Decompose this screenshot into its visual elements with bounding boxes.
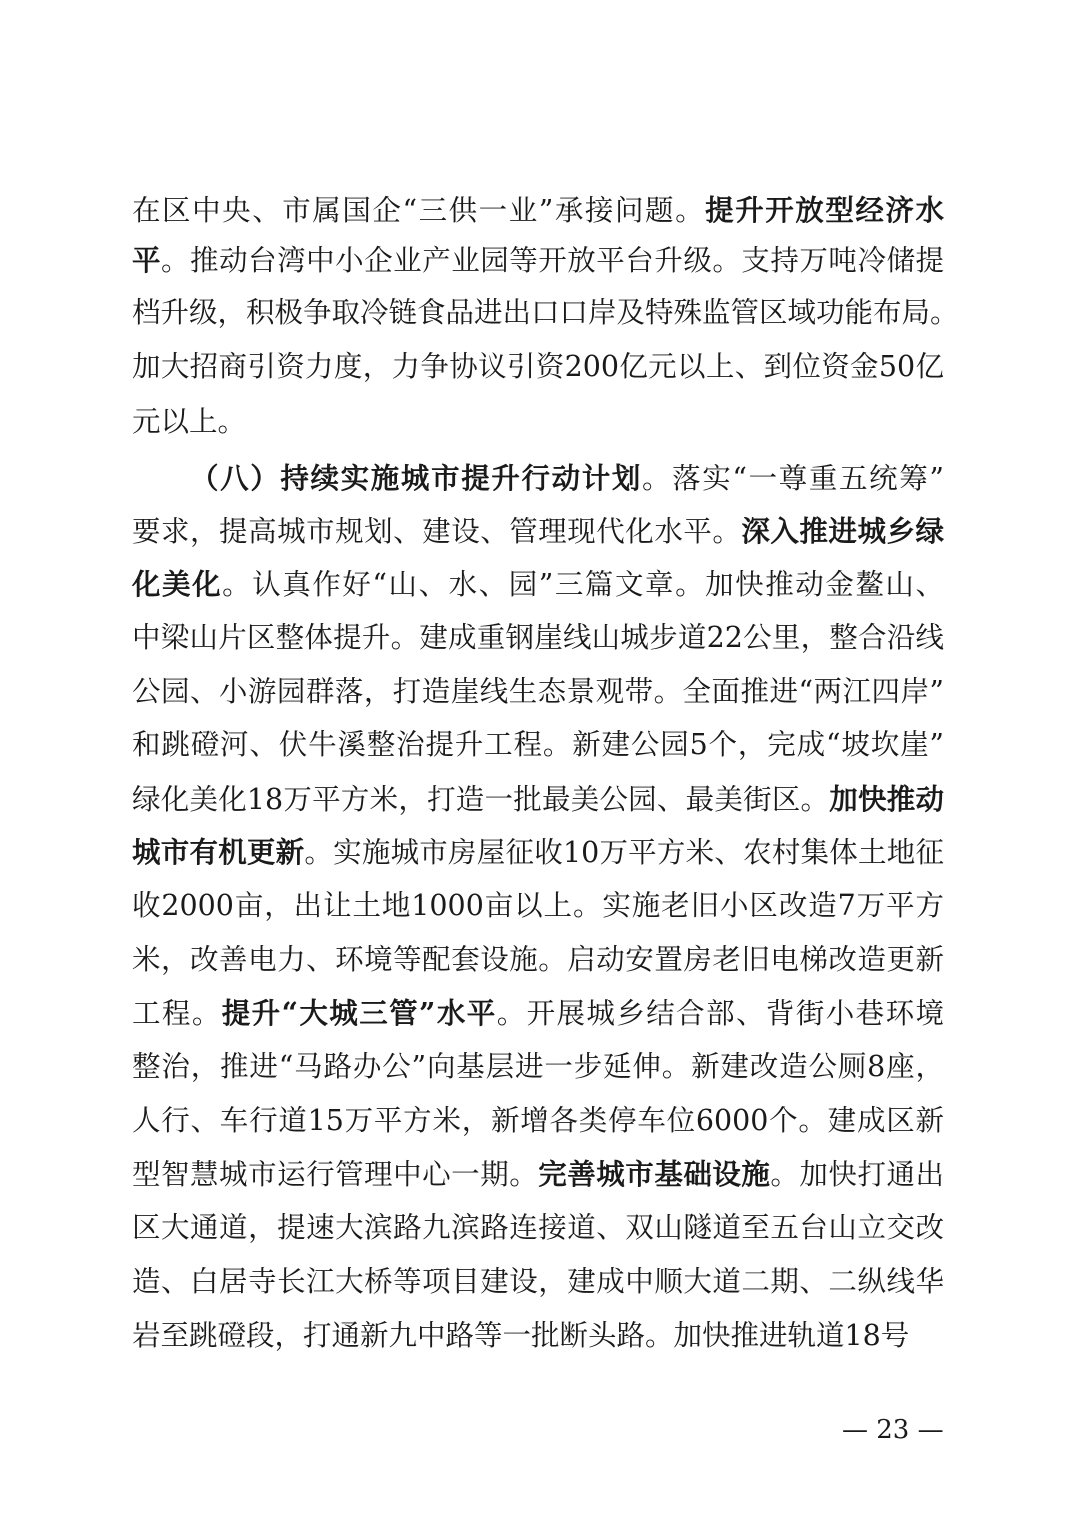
text-segment: 区大通道，提速大滨路九滨路连接道、双山隧道至五台山立交改	[132, 1211, 944, 1244]
text-segment: 要求，提高城市规划、建设、管理现代化水平。	[132, 515, 742, 548]
text-line	[190, 458, 944, 498]
text-segment: 。推动台湾中小企业产业园等开放平台升级。支持万吨冷储提	[161, 244, 944, 277]
text-line	[132, 1101, 944, 1141]
text-segment: 。认真作好“山、水、园”三篇文章。加快推动金鳌山、	[222, 568, 944, 601]
text-segment: 绿化美化18万平方米，打造一批最美公园、最美街区。	[132, 783, 830, 816]
text-segment: 档升级，积极争取冷链食品进出口口岸及特殊监管区域功能布局。	[132, 296, 959, 329]
bold-heading-text: 深入推进城乡绿	[741, 514, 944, 548]
text-segment: 。加快打通出	[770, 1158, 944, 1191]
text-segment: 造、白居寺长江大桥等项目建设，建成中顺大道二期、二纵线华	[132, 1265, 944, 1298]
text-line	[132, 240, 944, 280]
text-line	[132, 672, 944, 712]
text-line	[132, 1262, 944, 1302]
text-line	[132, 564, 944, 604]
text-segment: 。落实“一尊重五统筹”	[642, 462, 944, 495]
text-line	[132, 1047, 944, 1087]
text-line	[132, 293, 959, 333]
text-segment: 和跳磴河、伏牛溪整治提升工程。新建公园5个，完成“坡坎崖”	[132, 728, 944, 761]
text-line	[132, 1316, 944, 1356]
bold-heading-text: 化美化	[132, 567, 223, 601]
page-number: — 23 —	[842, 1415, 944, 1445]
bold-heading-text: 城市有机更新	[132, 835, 305, 869]
bold-heading-text: 加快推动	[829, 782, 944, 816]
text-segment: 。开展城乡结合部、背街小巷环境	[496, 997, 944, 1030]
text-segment: 中梁山片区整体提升。建成重钢崖线山城步道22公里，整合沿线	[132, 621, 944, 654]
text-line	[132, 1154, 944, 1194]
text-line	[132, 347, 944, 387]
text-segment: 公园、小游园群落，打造崖线生态景观带。全面推进“两江四岸”	[132, 675, 944, 708]
text-line	[132, 993, 944, 1033]
text-line	[132, 779, 944, 819]
text-segment: 工程。	[132, 997, 222, 1030]
text-segment: 型智慧城市运行管理中心一期。	[132, 1158, 539, 1191]
text-line	[132, 190, 944, 230]
text-line	[132, 832, 944, 872]
bold-heading-text: 完善城市基础设施	[538, 1157, 771, 1191]
text-line	[132, 1208, 944, 1248]
text-line	[132, 402, 944, 442]
text-segment: 整治，推进“马路办公”向基层进一步延伸。新建改造公厕8座，	[132, 1050, 944, 1083]
text-segment: 收2000亩，出让土地1000亩以上。实施老旧小区改造7万平方	[132, 889, 944, 922]
bold-heading-text: （八）持续实施城市提升行动计划	[190, 461, 642, 495]
text-segment: 。实施城市房屋征收10万平方米、农村集体土地征	[304, 836, 944, 869]
bold-heading-text: 提升开放型经济水	[705, 193, 944, 227]
text-segment: 人行、车行道15万平方米，新增各类停车位6000个。建成区新	[132, 1104, 944, 1137]
text-segment: 米，改善电力、环境等配套设施。启动安置房老旧电梯改造更新	[132, 943, 944, 976]
text-line	[132, 511, 944, 551]
text-segment: 在区中央、市属国企“三供一业”承接问题。	[132, 194, 706, 227]
bold-heading-text: 平	[132, 243, 162, 277]
text-segment: 元以上。	[132, 405, 247, 438]
text-line	[132, 940, 944, 980]
text-segment: 岩至跳磴段，打通新九中路等一批断头路。加快推进轨道18号	[132, 1319, 910, 1352]
bold-heading-text: 提升“大城三管”水平	[221, 996, 497, 1030]
text-line	[132, 725, 944, 765]
text-line	[132, 886, 944, 926]
text-line	[132, 618, 944, 658]
text-segment: 加大招商引资力度，力争协议引资200亿元以上、到位资金50亿	[132, 350, 944, 383]
